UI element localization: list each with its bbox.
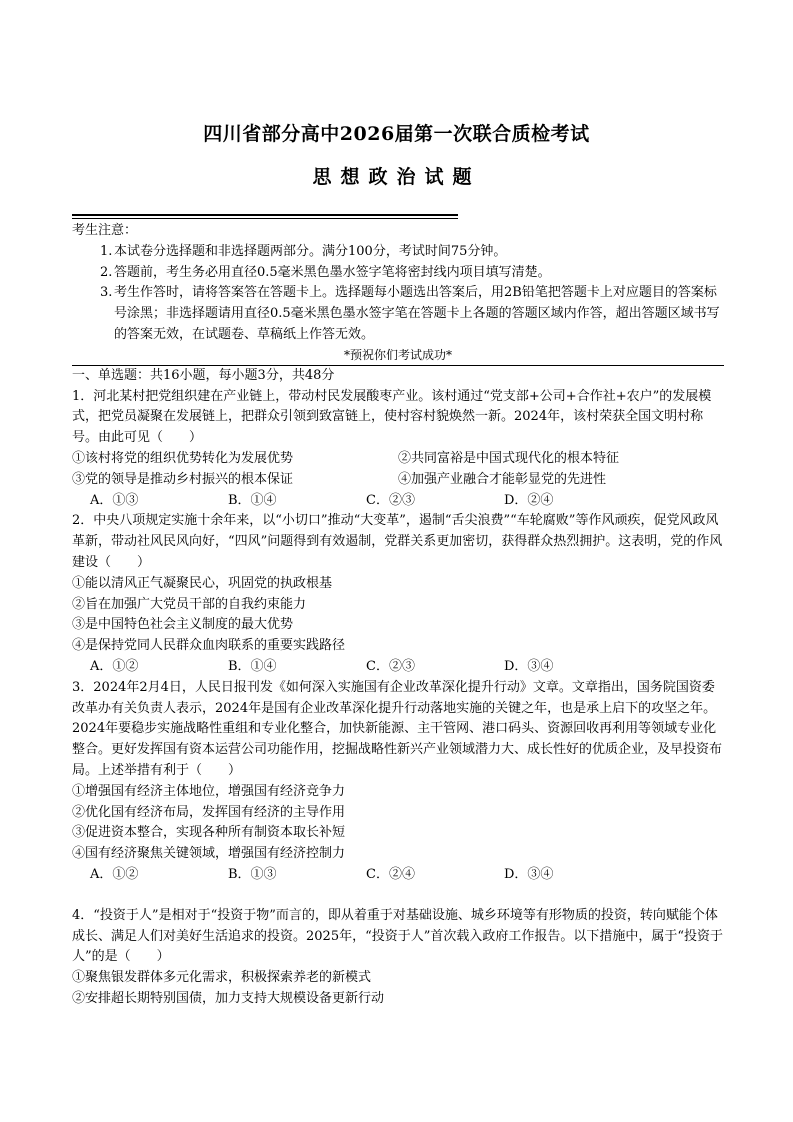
notice-item (72, 242, 724, 263)
good-luck-line: *预祝你们考试成功* (72, 346, 724, 366)
choice-c: C．②③ (366, 492, 415, 508)
choice-b: B．①③ (228, 866, 277, 882)
question-2-stem: 2．中央八项规定实施十余年来，以“小切口”推动“大变革”，遏制“舌尖浪费”“车轮腐败”等作风顽疾，促党风政风革新，带动社风民风向好，“四风”问题得到有效遏制，党群关系更加密切，获得群众热烈拥护。这表明，党的作风建设（ ） (72, 513, 723, 570)
option: ③党的领导是推动乡村振兴的根本保证 (72, 471, 294, 487)
option: ④国有经济聚焦关键领域，增强国有经济控制力 (72, 846, 346, 862)
choice-a: A．①③ (90, 492, 139, 508)
option: ②旨在加强广大党员干部的自我约束能力 (72, 596, 307, 612)
answer-choices (72, 865, 724, 886)
subject-title: 思想政治试题 (312, 166, 481, 188)
question-4-stem: 4．“投资于人”是相对于“投资于物”而言的，即从着重于对基础设施、城乡环境等有形物质的投资，转向赋能个体成长、满足人们对美好生活追求的投资。2025年，“投资于人”首次载入政府工作报告。以下措施中，属于“投资于人”的是（ ） (72, 907, 724, 965)
notice-text: 考生作答时，请将答案答在答题卡上。选择题每小题选出答案后，用2B铅笔把答题卡上对应题目的答案标号涂黑；非选择题请用直径0.5毫米黑色墨水签字笔在答题卡上各题的答题区域内作答，超出答题区域书写的答案无效，在试题卷、草稿纸上作答无效。 (114, 285, 720, 342)
option-row (72, 470, 724, 491)
choice-c: C．②③ (366, 658, 415, 674)
spacer (72, 886, 724, 906)
notice-text: 本试卷分选择题和非选择题两部分。满分100分，考试时间75分钟。 (114, 243, 507, 259)
option: ④是保持党同人民群众血肉联系的重要实践路径 (72, 638, 346, 654)
answer-choices (72, 657, 724, 678)
option: ①增强国有经济主体地位，增强国有经济竞争力 (72, 783, 346, 799)
question-1-stem: 1．河北某村把党组织建在产业链上，带动村民发展酸枣产业。该村通过“党支部+公司+合作社+农户”的发展模式，把党员凝聚在发展链上，把群众引领到致富链上，使村容村貌焕然一新。2024年，该村荣获全国文明村称号。由此可见（ ） (72, 388, 712, 446)
notice-text: 答题前，考生务必用直径0.5毫米黑色墨水签字笔将密封线内项目填写清楚。 (114, 264, 551, 280)
option: ①该村将党的组织优势转化为发展优势 (72, 450, 294, 466)
answer-choices (72, 491, 724, 512)
choice-c: C．②④ (366, 866, 415, 882)
exam-title: 四川省部分高中2026届第一次联合质检考试 (203, 123, 590, 145)
notice-number: 2. (100, 264, 113, 280)
notice-heading: 考生注意： (72, 223, 138, 238)
choice-d: D．③④ (504, 658, 554, 674)
notice-number: 3. (100, 285, 113, 301)
option: ①聚焦银发群体多元化需求，积极探索养老的新模式 (72, 970, 372, 986)
option: ③是中国特色社会主义制度的最大优势 (72, 617, 294, 633)
notice-number: 1. (100, 243, 113, 259)
header-rule-thin (72, 218, 458, 219)
exam-content (72, 221, 724, 1010)
option: ③促进资本整合，实现各种所有制资本取长补短 (72, 825, 346, 841)
header-rule-thick (72, 214, 458, 216)
option: ①能以清风正气凝聚民心，巩固党的执政根基 (72, 575, 333, 591)
option: ④加强产业融合才能彰显党的先进性 (398, 471, 607, 487)
option: ②共同富裕是中国式现代化的根本特征 (398, 450, 620, 466)
option-row (72, 449, 724, 470)
option: ②优化国有经济布局，发挥国有经济的主导作用 (72, 804, 346, 820)
choice-b: B．①④ (228, 658, 277, 674)
choice-a: A．①② (90, 658, 139, 674)
choice-b: B．①④ (228, 492, 277, 508)
question-3-stem: 3．2024年2月4日，人民日报刊发《如何深入实施国有企业改革深化提升行动》文章。文章指出，国务院国资委改革办有关负责人表示，2024年是国有企业改革深化提升行动落地实施的关键之年，也是承上启下的攻坚之年。2024年要稳步实施战略性重组和专业化整合，加快新能源、主干管网、港口码头、资源回收再利用等领域专业化整合。更好发挥国有资本运营公司功能作用，挖掘战略性新兴产业领域潜力大、成长性好的优质企业，及早投资布局。上述举措有利于（ ） (72, 679, 723, 778)
choice-d: D．②④ (504, 492, 554, 508)
notice-item (72, 263, 724, 284)
choice-a: A．①② (90, 866, 139, 882)
option: ②安排超长期特别国债，加力支持大规模设备更新行动 (72, 990, 385, 1006)
section-heading: 一、单选题：共16小题，每小题3分，共48分 (72, 367, 335, 383)
choice-d: D．③④ (504, 866, 554, 882)
notice-item (72, 283, 724, 345)
